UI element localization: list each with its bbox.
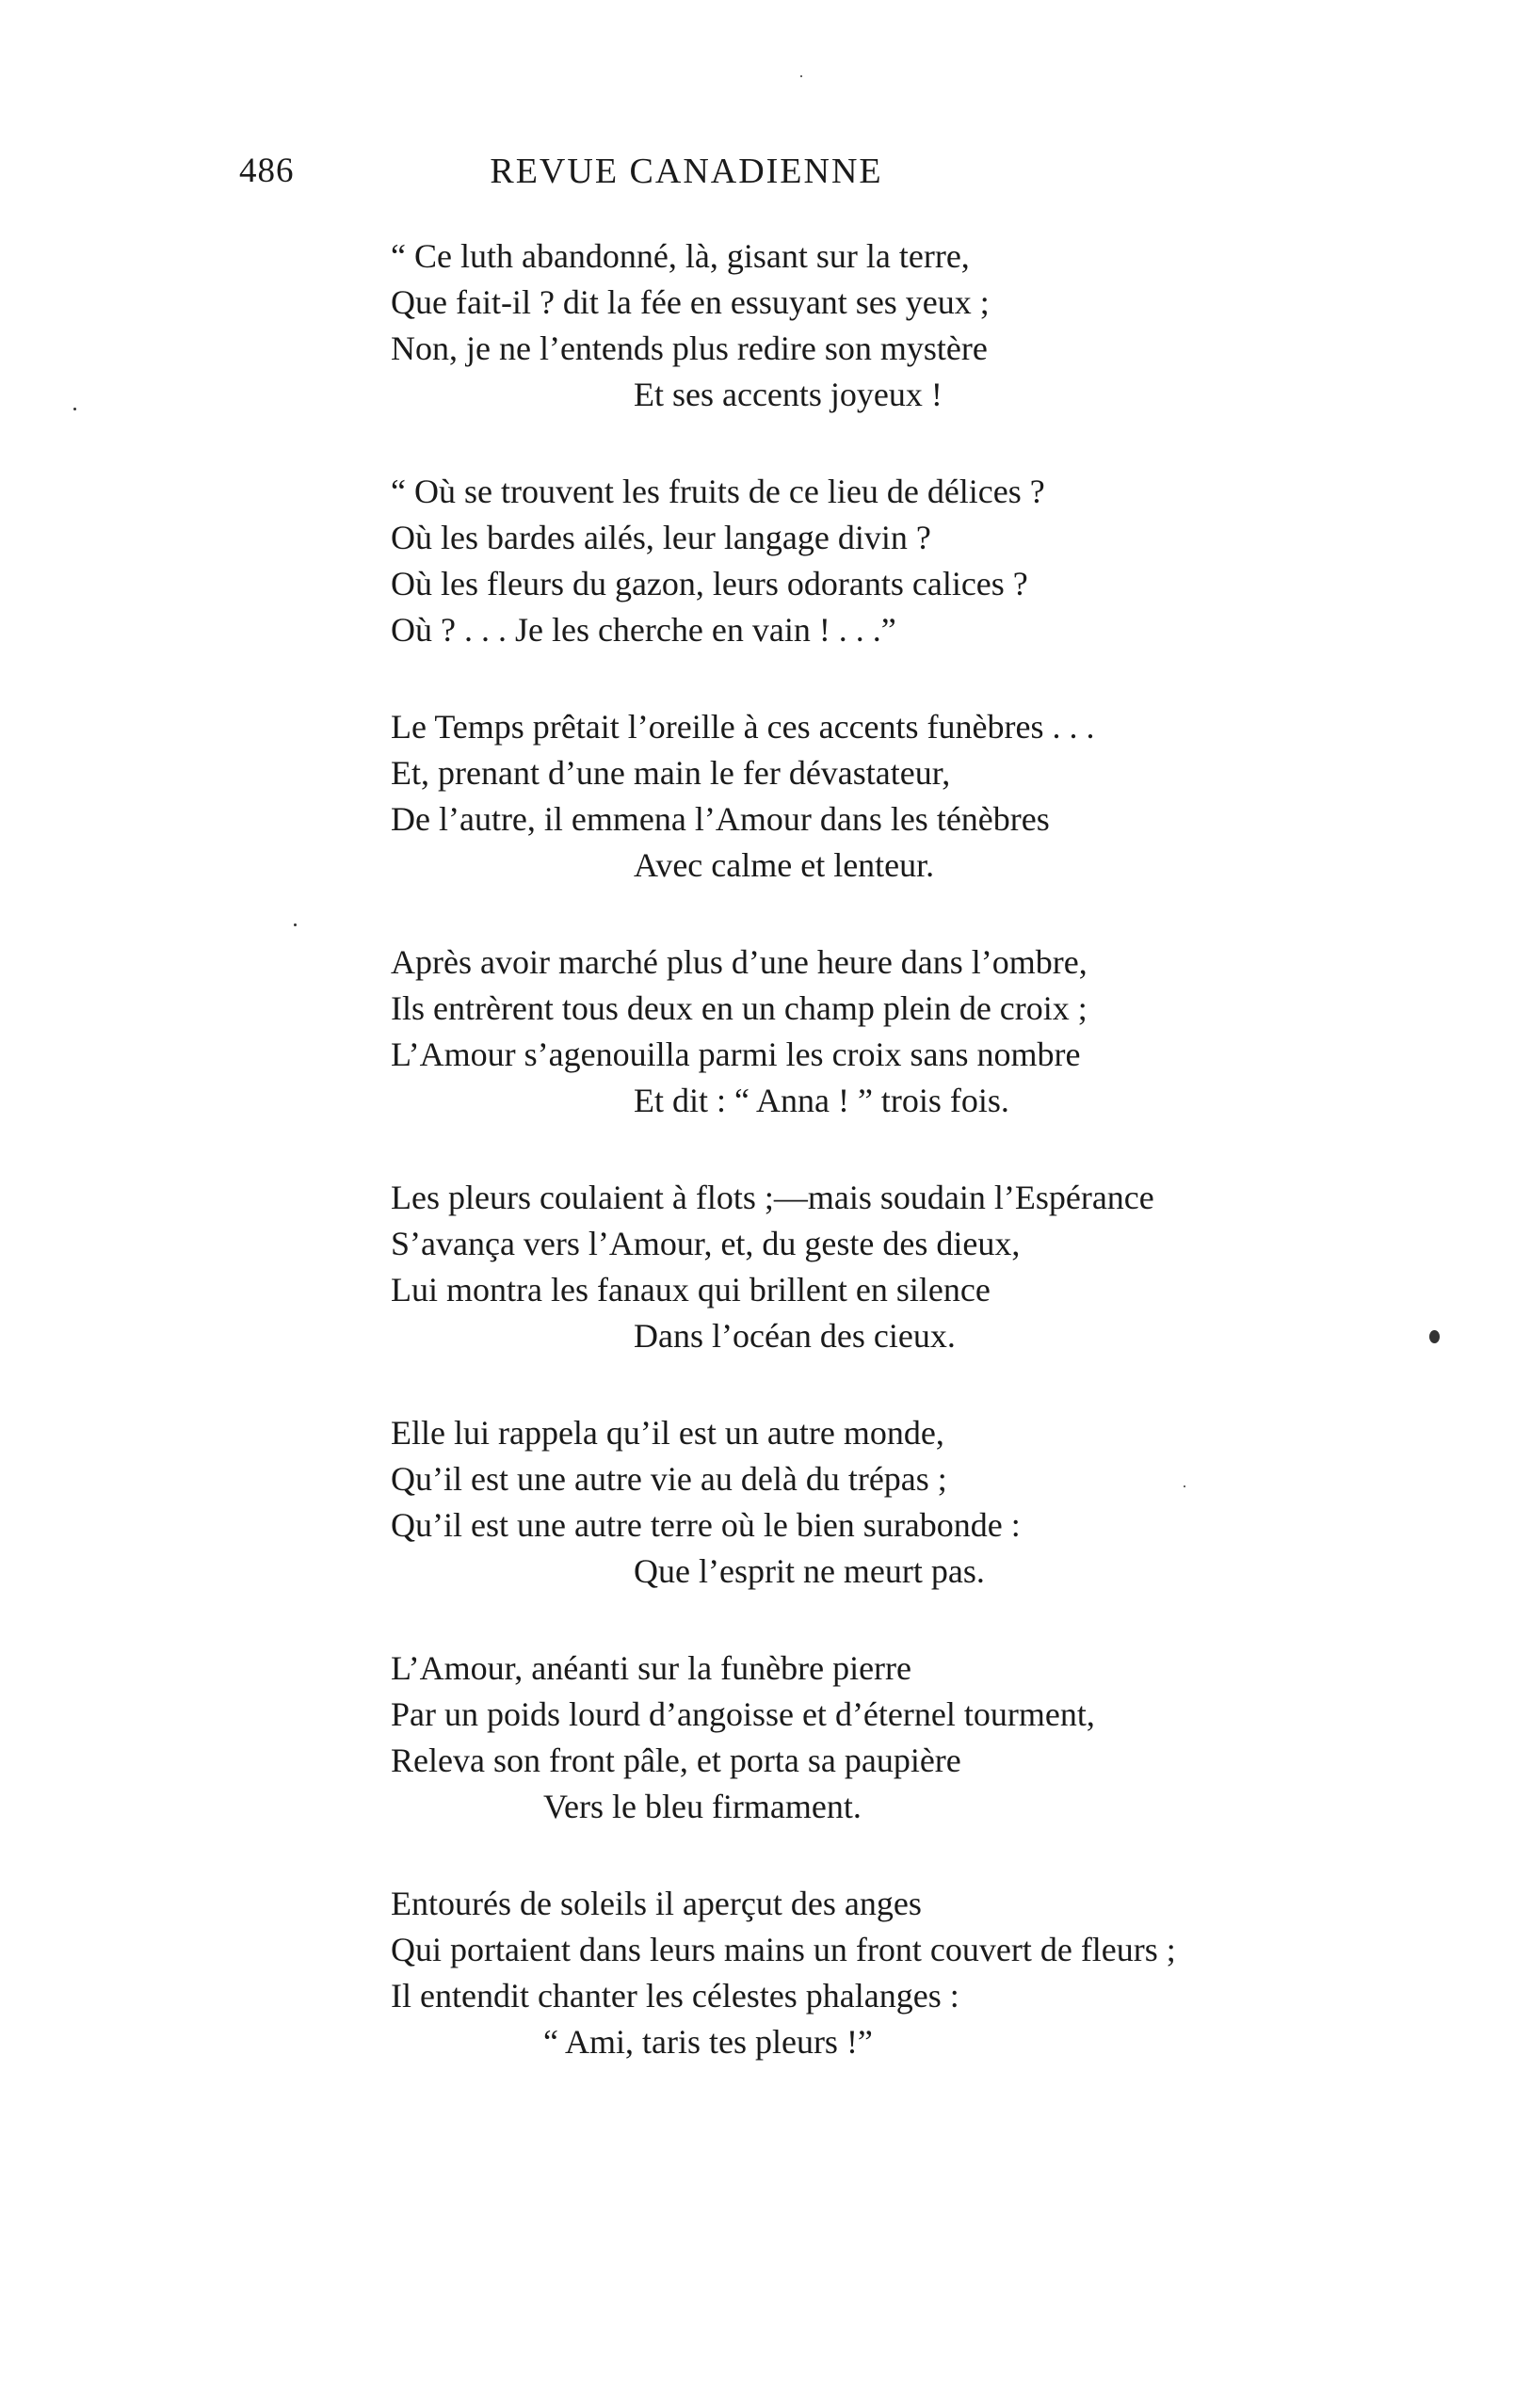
ink-speck: [73, 408, 76, 410]
verse-line-short: Avec calme et lenteur.: [634, 846, 935, 884]
ink-speck: [294, 923, 297, 926]
verse-line: Où ? . . . Je les cherche en vain ! . . .”: [391, 611, 896, 649]
verse-line: Et, prenant d’une main le fer dévastateur,: [391, 754, 951, 792]
stanza: [391, 1175, 1389, 1359]
verse-line: Après avoir marché plus d’une heure dans l’ombre,: [391, 943, 1088, 981]
verse-line: Qu’il est une autre terre où le bien surabonde :: [391, 1506, 1021, 1544]
verse-line-short: Vers le bleu firmament.: [543, 1788, 862, 1825]
verse-line: “ Où se trouvent les fruits de ce lieu de délices ?: [391, 473, 1045, 510]
ink-speck: [800, 75, 802, 77]
stanza: [391, 233, 1389, 418]
ink-speck: [1429, 1330, 1440, 1343]
verse-line: Qu’il est une autre vie au delà du trépas ;: [391, 1460, 947, 1498]
verse-line-short: Et ses accents joyeux !: [634, 376, 943, 413]
verse-line: Entourés de soleils il aperçut des anges: [391, 1885, 922, 1922]
verse-line: Le Temps prêtait l’oreille à ces accents funèbres . . .: [391, 708, 1095, 746]
page-header: [239, 151, 1058, 198]
verse-line: L’Amour s’agenouilla parmi les croix sans nombre: [391, 1035, 1081, 1073]
verse-line-short: “ Ami, taris tes pleurs !”: [543, 2023, 873, 2061]
verse-line: S’avança vers l’Amour, et, du geste des dieux,: [391, 1225, 1021, 1262]
poem: [391, 233, 1389, 2116]
verse-line: Il entendit chanter les célestes phalanges :: [391, 1977, 959, 2015]
stanza: [391, 1645, 1389, 1830]
verse-line: L’Amour, anéanti sur la funèbre pierre: [391, 1649, 912, 1687]
verse-line: Releva son front pâle, et porta sa paupière: [391, 1742, 961, 1779]
verse-line: Qui portaient dans leurs mains un front couvert de fleurs ;: [391, 1931, 1176, 1968]
verse-line: Les pleurs coulaient à flots ;—mais soudain l’Espérance: [391, 1179, 1154, 1216]
running-title: REVUE CANADIENNE: [490, 152, 883, 191]
verse-line: Non, je ne l’entends plus redire son mystère: [391, 329, 988, 367]
stanza: [391, 1410, 1389, 1595]
verse-line: Où les bardes ailés, leur langage divin ?: [391, 519, 931, 556]
verse-line: Que fait-il ? dit la fée en essuyant ses yeux ;: [391, 283, 990, 321]
verse-line-short: Que l’esprit ne meurt pas.: [634, 1552, 985, 1590]
verse-line: Ils entrèrent tous deux en un champ plein de croix ;: [391, 989, 1088, 1027]
verse-line: Elle lui rappela qu’il est un autre monde,: [391, 1414, 944, 1452]
stanza: [391, 704, 1389, 889]
stanza: [391, 469, 1389, 653]
verse-line-short: Dans l’océan des cieux.: [634, 1317, 956, 1355]
verse-line: Par un poids lourd d’angoisse et d’éternel tourment,: [391, 1695, 1095, 1733]
verse-line: Où les fleurs du gazon, leurs odorants calices ?: [391, 565, 1028, 602]
verse-line: De l’autre, il emmena l’Amour dans les ténèbres: [391, 800, 1050, 838]
page-number: 486: [239, 152, 295, 190]
ink-speck: [1184, 1485, 1185, 1487]
stanza: [391, 939, 1389, 1124]
verse-line-short: Et dit : “ Anna ! ” trois fois.: [634, 1082, 1009, 1119]
stanza: [391, 1881, 1389, 2065]
verse-line: “ Ce luth abandonné, là, gisant sur la terre,: [391, 237, 970, 275]
verse-line: Lui montra les fanaux qui brillent en silence: [391, 1271, 991, 1308]
